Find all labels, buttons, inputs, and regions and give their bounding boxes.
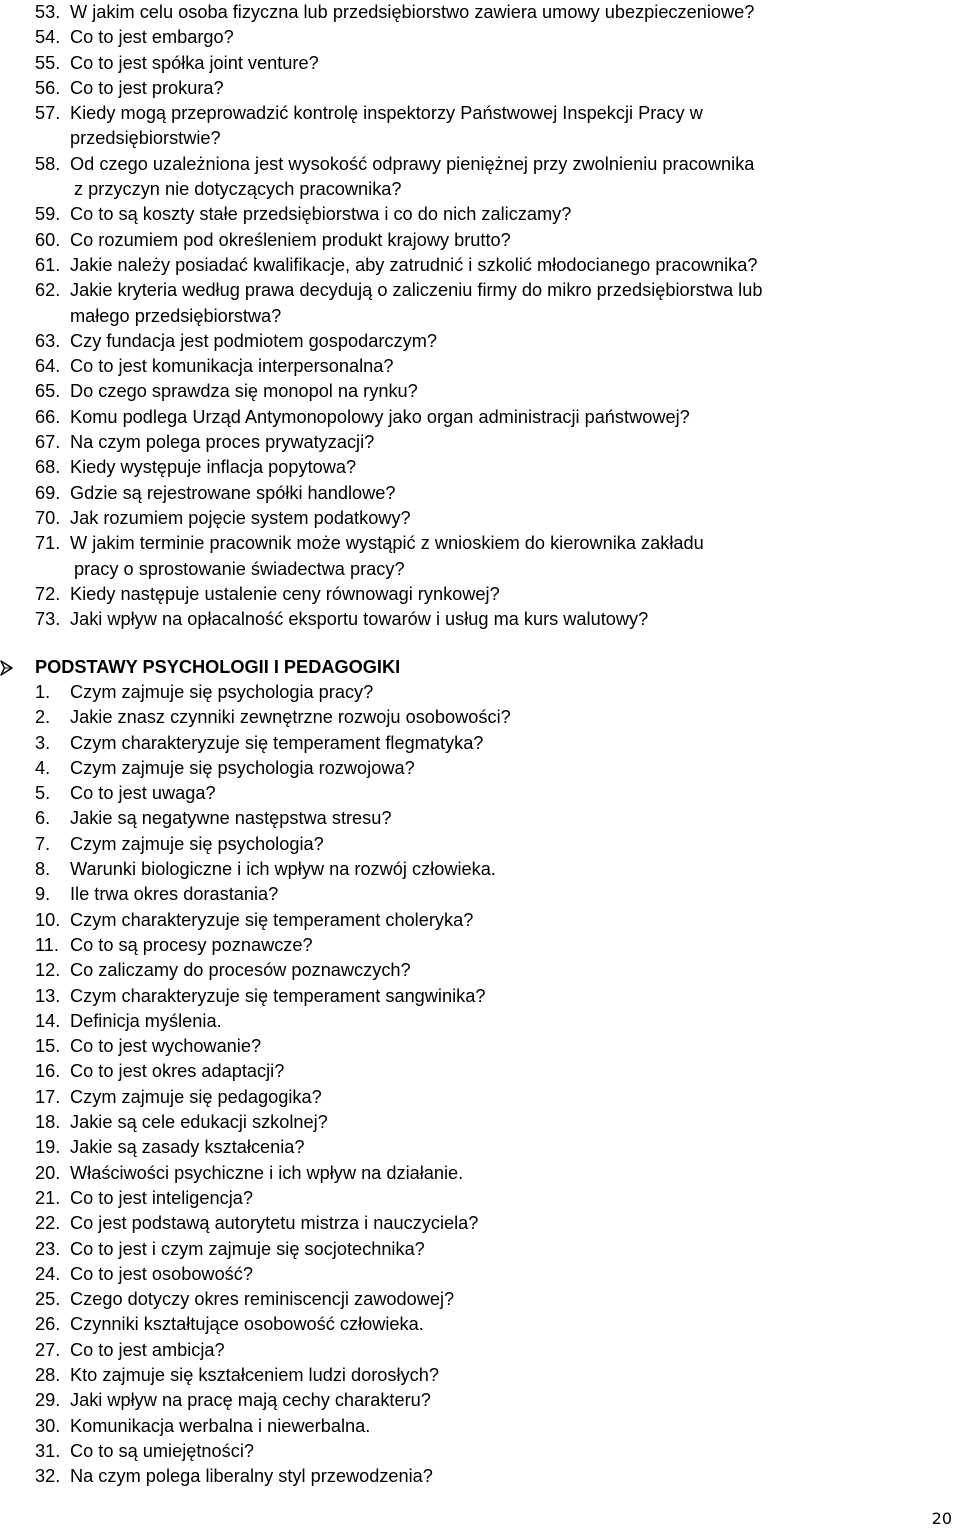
question-number: 13.	[35, 985, 61, 1006]
question-number: 63.	[35, 330, 61, 351]
question-number: 19.	[35, 1137, 61, 1158]
question-text: Jakie kryteria według prawa decydują o zaliczeniu firmy do mikro przedsiębiorstwa lub	[70, 280, 763, 301]
question-text: Jaki wpływ na opłacalność eksportu towarów i usług ma kurs walutowy?	[70, 609, 649, 630]
question-number: 5.	[35, 783, 51, 804]
question-item	[35, 0, 935, 25]
question-number: 27.	[35, 1339, 61, 1360]
question-number: 31.	[35, 1440, 61, 1461]
question-text: Jakie znasz czynniki zewnętrzne rozwoju osobowości?	[70, 707, 511, 728]
question-text: Na czym polega proces prywatyzacji?	[70, 432, 375, 453]
question-text: Od czego uzależniona jest wysokość odprawy pieniężnej przy zwolnieniu pracownika	[70, 153, 755, 174]
question-number: 71.	[35, 533, 61, 554]
question-text-continuation: z przyczyn nie dotyczących pracownika?	[74, 179, 402, 200]
question-text: Jakie są cele edukacji szkolnej?	[70, 1112, 328, 1133]
question-number: 14.	[35, 1010, 61, 1031]
question-text: Co to są procesy poznawcze?	[70, 934, 313, 955]
question-text: Czym charakteryzuje się temperament flegmatyka?	[70, 732, 484, 753]
question-text: Jakie są negatywne następstwa stresu?	[70, 808, 392, 829]
question-item	[35, 506, 935, 531]
question-text: Co to jest komunikacja interpersonalna?	[70, 356, 394, 377]
question-number: 16.	[35, 1061, 61, 1082]
question-item	[35, 379, 935, 404]
question-item	[35, 152, 935, 203]
question-text: Warunki biologiczne i ich wpływ na rozwój człowieka.	[70, 859, 496, 880]
question-number: 25.	[35, 1289, 61, 1310]
question-text: Czynniki kształtujące osobowość człowieka.	[70, 1314, 424, 1335]
section-heading	[0, 654, 400, 680]
question-text-block	[70, 101, 703, 152]
question-item	[35, 1262, 935, 1287]
question-number: 68.	[35, 457, 61, 478]
question-number: 26.	[35, 1314, 61, 1335]
question-text: Czy fundacja jest podmiotem gospodarczym?	[70, 330, 437, 351]
question-number: 18.	[35, 1112, 61, 1133]
question-number: 15.	[35, 1036, 61, 1057]
question-item	[35, 1009, 935, 1034]
question-item	[35, 25, 935, 50]
question-item	[35, 101, 935, 152]
question-item	[35, 705, 935, 730]
question-number: 4.	[35, 757, 51, 778]
question-text: Co to jest i czym zajmuje się socjotechnika?	[70, 1238, 425, 1259]
question-text: Co rozumiem pod określeniem produkt krajowy brutto?	[70, 229, 511, 250]
question-text: Jakie należy posiadać kwalifikacje, aby zatrudnić i szkolić młodocianego pracownika?	[70, 254, 758, 275]
question-item	[35, 933, 935, 958]
question-text: Czego dotyczy okres reminiscencji zawodowej?	[70, 1289, 455, 1310]
question-item	[35, 882, 935, 907]
question-item	[35, 1161, 935, 1186]
question-item	[35, 832, 935, 857]
question-number: 6.	[35, 808, 51, 829]
question-number: 69.	[35, 482, 61, 503]
question-item	[35, 756, 935, 781]
question-item	[35, 582, 935, 607]
question-item	[35, 278, 935, 329]
question-text: Kiedy mogą przeprowadzić kontrolę inspektorzy Państwowej Inspekcji Pracy w	[70, 103, 703, 124]
question-number: 61.	[35, 254, 61, 275]
question-number: 7.	[35, 833, 51, 854]
question-number: 30.	[35, 1415, 61, 1436]
question-text-continuation: małego przedsiębiorstwa?	[70, 305, 282, 326]
question-item	[35, 1363, 935, 1388]
question-number: 53.	[35, 2, 61, 22]
question-text: Czym charakteryzuje się temperament sangwinika?	[70, 985, 486, 1006]
question-item	[35, 1059, 935, 1084]
question-item	[35, 329, 935, 354]
question-text: Definicja myślenia.	[70, 1010, 222, 1031]
question-number: 70.	[35, 507, 61, 528]
question-text: Kto zajmuje się kształceniem ludzi dorosłych?	[70, 1365, 439, 1386]
question-text: Co to jest inteligencja?	[70, 1187, 253, 1208]
question-text: Co to jest embargo?	[70, 27, 234, 48]
question-number: 57.	[35, 103, 61, 124]
question-item	[35, 731, 935, 756]
question-item	[35, 76, 935, 101]
question-text: W jakim terminie pracownik może wystąpić z wnioskiem do kierownika zakładu	[70, 533, 704, 554]
question-number: 1.	[35, 682, 51, 702]
question-text: Komu podlega Urząd Antymonopolowy jako organ administracji państwowej?	[70, 406, 690, 427]
question-text: Jak rozumiem pojęcie system podatkowy?	[70, 507, 411, 528]
question-text: Co to jest uwaga?	[70, 783, 216, 804]
question-item	[35, 531, 935, 582]
question-text-continuation: pracy o sprostowanie świadectwa pracy?	[74, 558, 405, 579]
question-item	[35, 1034, 935, 1059]
question-text: W jakim celu osoba fizyczna lub przedsiębiorstwo zawiera umowy ubezpieczeniowe?	[70, 2, 755, 22]
question-item	[35, 455, 935, 480]
question-text: Właściwości psychiczne i ich wpływ na działanie.	[70, 1162, 464, 1183]
question-item	[35, 1312, 935, 1337]
question-number: 72.	[35, 583, 61, 604]
question-item	[35, 228, 935, 253]
question-text: Co to jest okres adaptacji?	[70, 1061, 285, 1082]
arrow-bullet-icon	[0, 658, 35, 676]
question-item	[35, 958, 935, 983]
question-text: Co to jest wychowanie?	[70, 1036, 262, 1057]
question-item	[35, 984, 935, 1009]
question-item	[35, 354, 935, 379]
question-number: 59.	[35, 204, 61, 225]
question-number: 32.	[35, 1466, 61, 1487]
question-item	[35, 607, 935, 632]
question-text: Gdzie są rejestrowane spółki handlowe?	[70, 482, 396, 503]
question-item	[35, 253, 935, 278]
question-number: 23.	[35, 1238, 61, 1259]
question-text: Czym zajmuje się psychologia?	[70, 833, 324, 854]
question-number: 20.	[35, 1162, 61, 1183]
question-item	[35, 1211, 935, 1236]
question-item	[35, 202, 935, 227]
question-item	[35, 781, 935, 806]
question-number: 66.	[35, 406, 61, 427]
question-item	[35, 1237, 935, 1262]
question-number: 55.	[35, 52, 61, 73]
question-item	[35, 51, 935, 76]
question-number: 17.	[35, 1086, 61, 1107]
question-number: 73.	[35, 609, 61, 630]
question-item	[35, 1186, 935, 1211]
question-text: Czym zajmuje się psychologia rozwojowa?	[70, 757, 415, 778]
question-number: 65.	[35, 381, 61, 402]
question-text: Jaki wpływ na pracę mają cechy charakteru?	[70, 1390, 431, 1411]
question-text: Kiedy występuje inflacja popytowa?	[70, 457, 357, 478]
question-text: Komunikacja werbalna i niewerbalna.	[70, 1415, 371, 1436]
question-text: Do czego sprawdza się monopol na rynku?	[70, 381, 418, 402]
question-number: 58.	[35, 153, 61, 174]
question-item	[35, 1464, 935, 1489]
question-text: Co to jest osobowość?	[70, 1263, 253, 1284]
question-number: 56.	[35, 77, 61, 98]
question-item	[35, 1085, 935, 1110]
question-text: Co to są koszty stałe przedsiębiorstwa i co do nich zaliczamy?	[70, 204, 572, 225]
question-text: Jakie są zasady kształcenia?	[70, 1137, 305, 1158]
question-text: Co zaliczamy do procesów poznawczych?	[70, 960, 411, 981]
question-item	[35, 1135, 935, 1160]
question-text: Czym zajmuje się psychologia pracy?	[70, 682, 374, 702]
question-item	[35, 908, 935, 933]
question-item	[35, 806, 935, 831]
question-text: Co jest podstawą autorytetu mistrza i nauczyciela?	[70, 1213, 479, 1234]
question-text: Co to są umiejętności?	[70, 1440, 254, 1461]
question-list-psychology	[35, 680, 935, 1490]
question-text: Kiedy następuje ustalenie ceny równowagi rynkowej?	[70, 583, 500, 604]
question-item	[35, 1338, 935, 1363]
question-number: 67.	[35, 432, 61, 453]
question-item	[35, 1439, 935, 1464]
question-number: 12.	[35, 960, 61, 981]
question-text-block	[70, 531, 704, 582]
question-number: 60.	[35, 229, 61, 250]
question-text: Co to jest prokura?	[70, 77, 224, 98]
question-text: Ile trwa okres dorastania?	[70, 884, 279, 905]
question-number: 2.	[35, 707, 51, 728]
question-item	[35, 481, 935, 506]
question-number: 3.	[35, 732, 51, 753]
question-number: 9.	[35, 884, 51, 905]
page-number: 20	[931, 1509, 952, 1528]
question-number: 28.	[35, 1365, 61, 1386]
question-number: 22.	[35, 1213, 61, 1234]
question-text: Co to jest spółka joint venture?	[70, 52, 319, 73]
section-title: PODSTAWY PSYCHOLOGII I PEDAGOGIKI	[35, 656, 401, 677]
question-number: 21.	[35, 1187, 61, 1208]
question-text-block	[70, 152, 754, 203]
question-item	[35, 430, 935, 455]
question-item	[35, 1388, 935, 1413]
question-text: Czym charakteryzuje się temperament choleryka?	[70, 909, 474, 930]
question-text: Czym zajmuje się pedagogika?	[70, 1086, 322, 1107]
question-number: 29.	[35, 1390, 61, 1411]
question-item	[35, 1287, 935, 1312]
question-text-block	[70, 278, 762, 329]
question-number: 64.	[35, 356, 61, 377]
question-item	[35, 405, 935, 430]
question-text: Co to jest ambicja?	[70, 1339, 225, 1360]
question-text: Na czym polega liberalny styl przewodzenia?	[70, 1466, 433, 1487]
question-number: 54.	[35, 27, 61, 48]
question-number: 11.	[35, 934, 59, 955]
question-item	[35, 1414, 935, 1439]
question-number: 24.	[35, 1263, 61, 1284]
question-item	[35, 1110, 935, 1135]
question-text-continuation: przedsiębiorstwie?	[70, 128, 221, 149]
question-item	[35, 680, 935, 705]
question-list-economics	[35, 0, 935, 632]
question-number: 10.	[35, 909, 61, 930]
question-number: 62.	[35, 280, 61, 301]
question-number: 8.	[35, 859, 51, 880]
question-item	[35, 857, 935, 882]
